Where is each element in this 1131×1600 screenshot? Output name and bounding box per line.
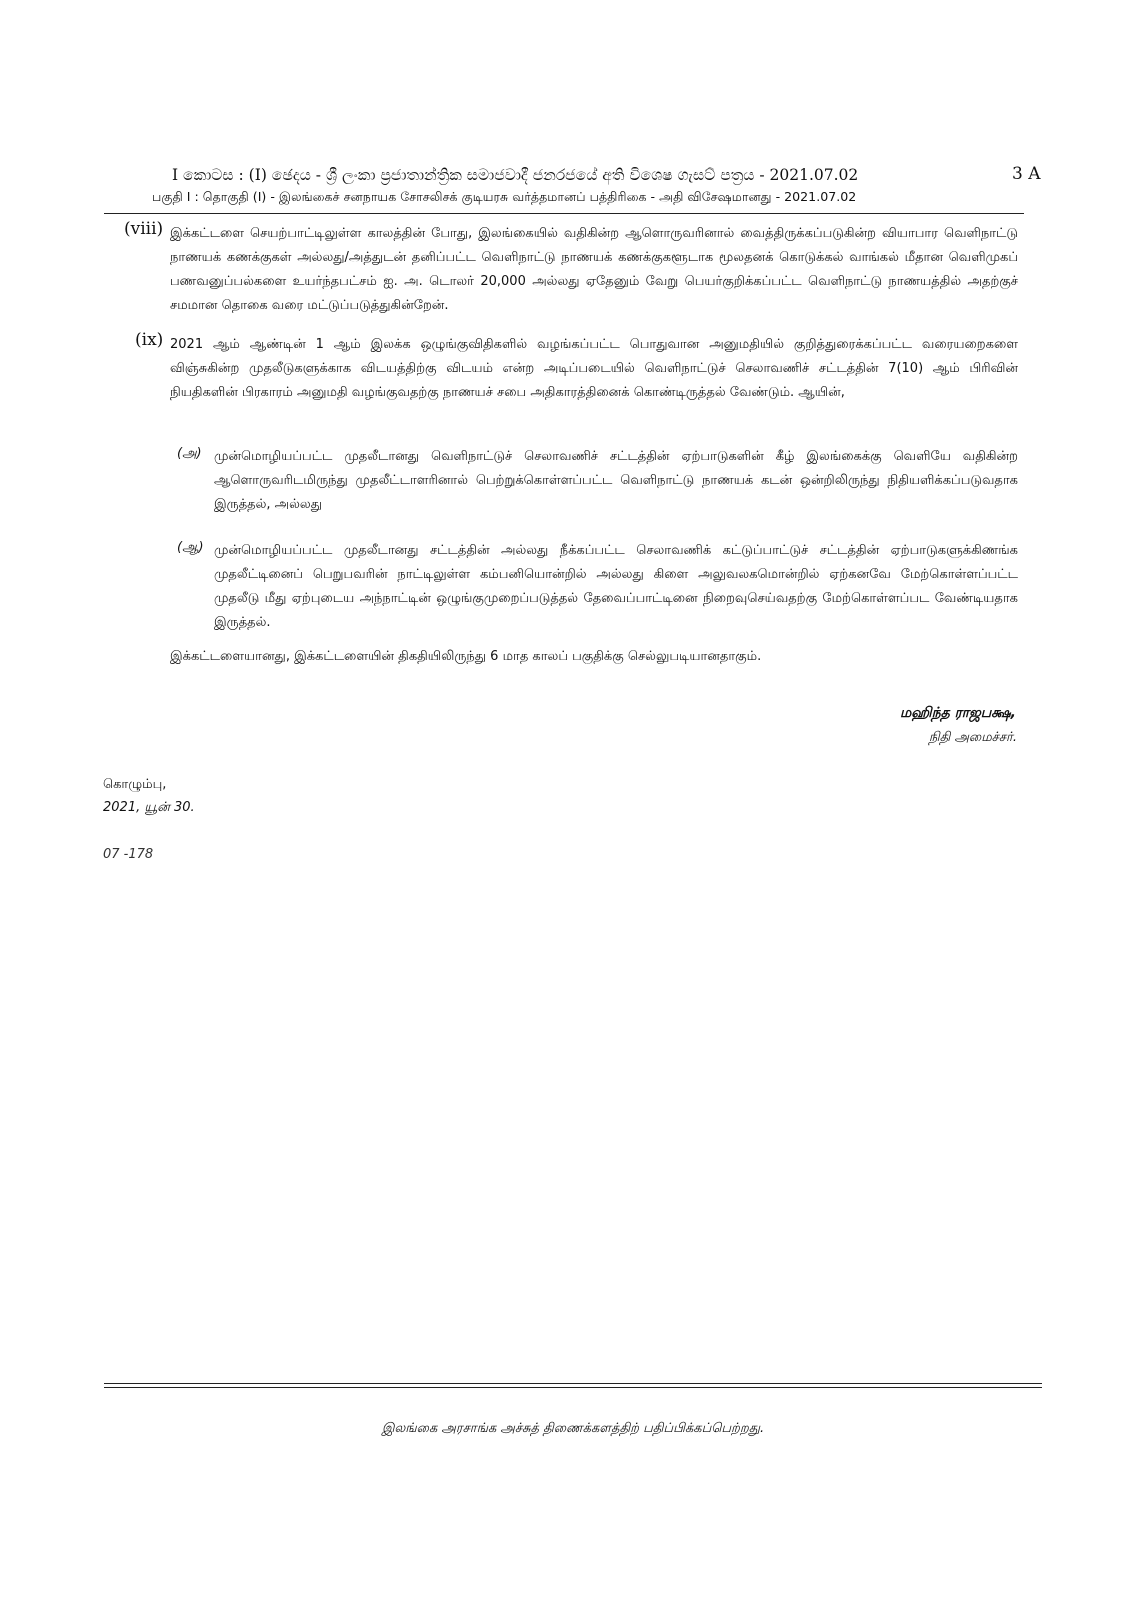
subclause-a-text <box>214 445 1018 517</box>
header-tamil-title: பகுதி I : தொகுதி (I) - இலங்கைச் சனநாயக சோசலிசக் குடியரசு வர்த்தமானப் பத்திரிகை - அதி விசேஷமானது - 2021.07.02 <box>152 189 857 204</box>
subclause-aa-tag: (ஆ) <box>177 540 204 555</box>
date-of-issue: 2021, யூன் 30. <box>103 800 195 815</box>
clause-ix-paragraph: 2021 ஆம் ஆண்டின் 1 ஆம் இலக்க ஒழுங்குவிதிகளில் வழங்கப்பட்ட பொதுவான அனுமதியில் குறித்துரைக்கப்பட்ட வரையறைகளை விஞ்சுகின்ற முதலீடுகளுக்காக விடயத்திற்கு விடயம் என்ற அடிப்படையில் வெளிநாட்டுச் செலாவணிச் சட்டத்தின் 7(10) ஆம் பிரிவின் நியதிகளின் பிரகாரம் அனுமதி வழங்குவதற்கு நாணயச் சபை அதிகாரத்தினைக் கொண்டிருத்தல் வேண்டும். ஆயின், <box>170 337 1018 400</box>
clause-viii-number: (viii) <box>124 219 164 239</box>
reference-number: 07 -178 <box>103 847 154 862</box>
subclause-a-paragraph: முன்மொழியப்பட்ட முதலீடானது வெளிநாட்டுச் செலாவணிச் சட்டத்தின் ஏற்பாடுகளின் கீழ் இலங்கைக்கு வெளியே வதிகின்ற ஆளொருவரிடமிருந்து முதலீட்டாளரினால் பெற்றுக்கொள்ளப்பட்ட வெளிநாட்டு நாணயக் கடன் ஒன்றிலிருந்து நிதியளிக்கப்படுவதாக இருத்தல், அல்லது <box>214 449 1018 512</box>
clause-viii-paragraph: இக்கட்டளை செயற்பாட்டிலுள்ள காலத்தின் போது, இலங்கையில் வதிகின்ற ஆளொருவரினால் வைத்திருக்கப்படுகின்ற வியாபார வெளிநாட்டு நாணயக் கணக்குகள் அல்லது/அத்துடன் தனிப்பட்ட வெளிநாட்டு நாணயக் கணக்குகளூடாக மூலதனக் கொடுக்கல் வாங்கல் மீதான வெளிமுகப் பணவனுப்பல்களை உயர்ந்தபட்சம் ஐ. அ. டொலர் 20,000 அல்லது ஏதேனும் வேறு பெயர்குறிக்கப்பட்ட வெளிநாட்டு நாணயத்தில் அதற்குச் சமமான தொகை வரை மட்டுப்படுத்துகின்றேன். <box>170 226 1018 313</box>
validity-text: இக்கட்டளையானது, இக்கட்டளையின் திகதியிலிருந்து 6 மாத காலப் பகுதிக்கு செல்லுபடியானதாகும். <box>170 649 762 664</box>
header-rule <box>104 213 1024 214</box>
printer-footer: இலங்கை அரசாங்க அச்சுத் திணைக்களத்திற் பதிப்பிக்கப்பெற்றது. <box>381 1421 765 1436</box>
footer-rule-top <box>104 1383 1042 1384</box>
clause-viii-text <box>170 222 1018 318</box>
clause-ix-number: (ix) <box>135 330 164 350</box>
subclause-a-tag: (அ) <box>177 446 202 461</box>
clause-ix-text <box>170 333 1018 405</box>
signatory-name: மஹிந்த ராஜபக்ஷ, <box>900 705 1016 721</box>
signatory-title: நிதி அமைச்சர். <box>928 730 1017 745</box>
footer-rule-bottom <box>104 1387 1042 1388</box>
subclause-aa-text <box>214 539 1018 635</box>
header-sinhala-title: I කොටස : (I) ඡෙදය - ශ්‍රී ලංකා ප්‍රජාතාන්ත්‍රික සමාජවාදී ජනරජයේ අති විශෙෂ ගැසට් පත්‍රය - 2021.07.02 <box>172 166 859 184</box>
page-number: 3 A <box>1012 164 1041 184</box>
validity-statement <box>170 645 1018 669</box>
place-of-issue: கொழும்பு, <box>103 777 167 792</box>
subclause-aa-paragraph: முன்மொழியப்பட்ட முதலீடானது சட்டத்தின் அல்லது நீக்கப்பட்ட செலாவணிக் கட்டுப்பாட்டுச் சட்டத்தின் ஏற்பாடுகளுக்கிணங்க முதலீட்டினைப் பெறுபவரின் நாட்டிலுள்ள கம்பனியொன்றில் அல்லது கிளை அலுவலகமொன்றில் ஏற்கனவே மேற்கொள்ளப்பட்ட முதலீடு மீது ஏற்புடைய அந்நாட்டின் ஒழுங்குமுறைப்படுத்தல் தேவைப்பாட்டினை நிறைவுசெய்வதற்கு மேற்கொள்ளப்பட வேண்டியதாக இருத்தல். <box>214 543 1018 630</box>
